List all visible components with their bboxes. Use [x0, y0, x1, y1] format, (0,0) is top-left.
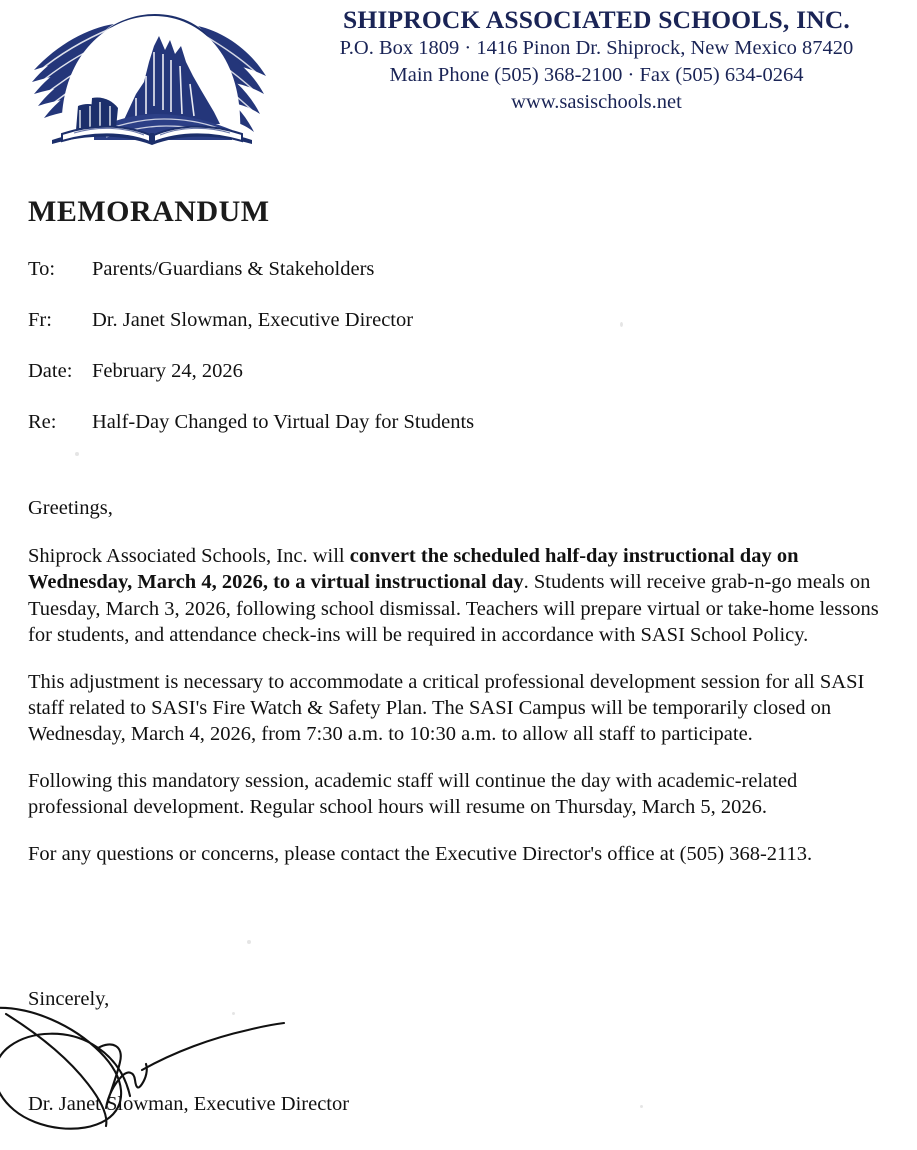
memo-field-to-value: Parents/Guardians & Stakeholders [92, 258, 375, 280]
memo-field-from-label: Fr: [28, 309, 52, 331]
organization-address: P.O. Box 1809 · 1416 Pinon Dr. Shiprock, New Mexico 87420 [339, 36, 854, 59]
memo-paragraph-1 [28, 543, 894, 649]
scan-artifact [75, 452, 79, 456]
memo-field-from [28, 309, 728, 360]
memo-greeting: Greetings, [28, 497, 113, 519]
signature-image [0, 1000, 316, 1150]
memo-title: MEMORANDUM [28, 195, 270, 229]
organization-phone-fax: Main Phone (505) 368-2100 · Fax (505) 634-0264 [389, 63, 804, 86]
letterhead [0, 0, 917, 152]
scan-artifact [247, 940, 251, 944]
scan-artifact [640, 1105, 643, 1108]
memo-paragraph-4: For any questions or concerns, please contact the Executive Director's office at (505) 368-2113. [28, 842, 813, 865]
paragraph-1-lead: Shiprock Associated Schools, Inc. will [28, 545, 350, 567]
memo-field-re-label: Re: [28, 411, 57, 433]
memo-field-re [28, 411, 728, 462]
scan-artifact [232, 1012, 235, 1015]
memo-field-to [28, 258, 728, 309]
memo-sign-off: Sincerely, [28, 988, 110, 1010]
memo-field-date [28, 360, 728, 411]
organization-block [276, 6, 917, 116]
memo-body [28, 543, 894, 887]
school-logo [18, 2, 276, 150]
organization-website: www.sasischools.net [511, 90, 682, 113]
memo-field-re-value: Half-Day Changed to Virtual Day for Students [92, 411, 475, 433]
memo-paragraph-2: This adjustment is necessary to accommodate a critical professional development session for all SASI staff related to SASI's Fire Watch & Safety Plan. The SASI Campus will be temporarily closed on Wednesday, March 4, 2026, from 7:30 a.m. to 10:30 a.m. to allow all staff to participate. [28, 670, 865, 746]
paragraph-1-bold-clause: convert the scheduled half-day instructional day on Wednesday, March 4, 2026, to a virtual instructional day [28, 545, 799, 594]
signer-name: Dr. Janet Slowman, Executive Director [28, 1093, 350, 1115]
memo-field-to-label: To: [28, 258, 56, 280]
paragraph-1-tail: . Students will receive grab-n-go meals on Tuesday, March 3, 2026, following school dismissal. Teachers will prepare virtual or take-home lessons for students, and attendance check-ins will be required in accordance with SASI School Policy. [28, 571, 879, 647]
organization-name: SHIPROCK ASSOCIATED SCHOOLS, INC. [342, 5, 851, 34]
memo-field-from-value: Dr. Janet Slowman, Executive Director [92, 309, 414, 331]
memo-paragraph-3: Following this mandatory session, academic staff will continue the day with academic-related professional development. Regular school hours will resume on Thursday, March 5, 2026. [28, 769, 798, 819]
scan-artifact [620, 322, 623, 327]
memo-header-fields [28, 258, 728, 462]
memo-field-date-label: Date: [28, 360, 73, 382]
memo-field-date-value: February 24, 2026 [92, 360, 243, 382]
